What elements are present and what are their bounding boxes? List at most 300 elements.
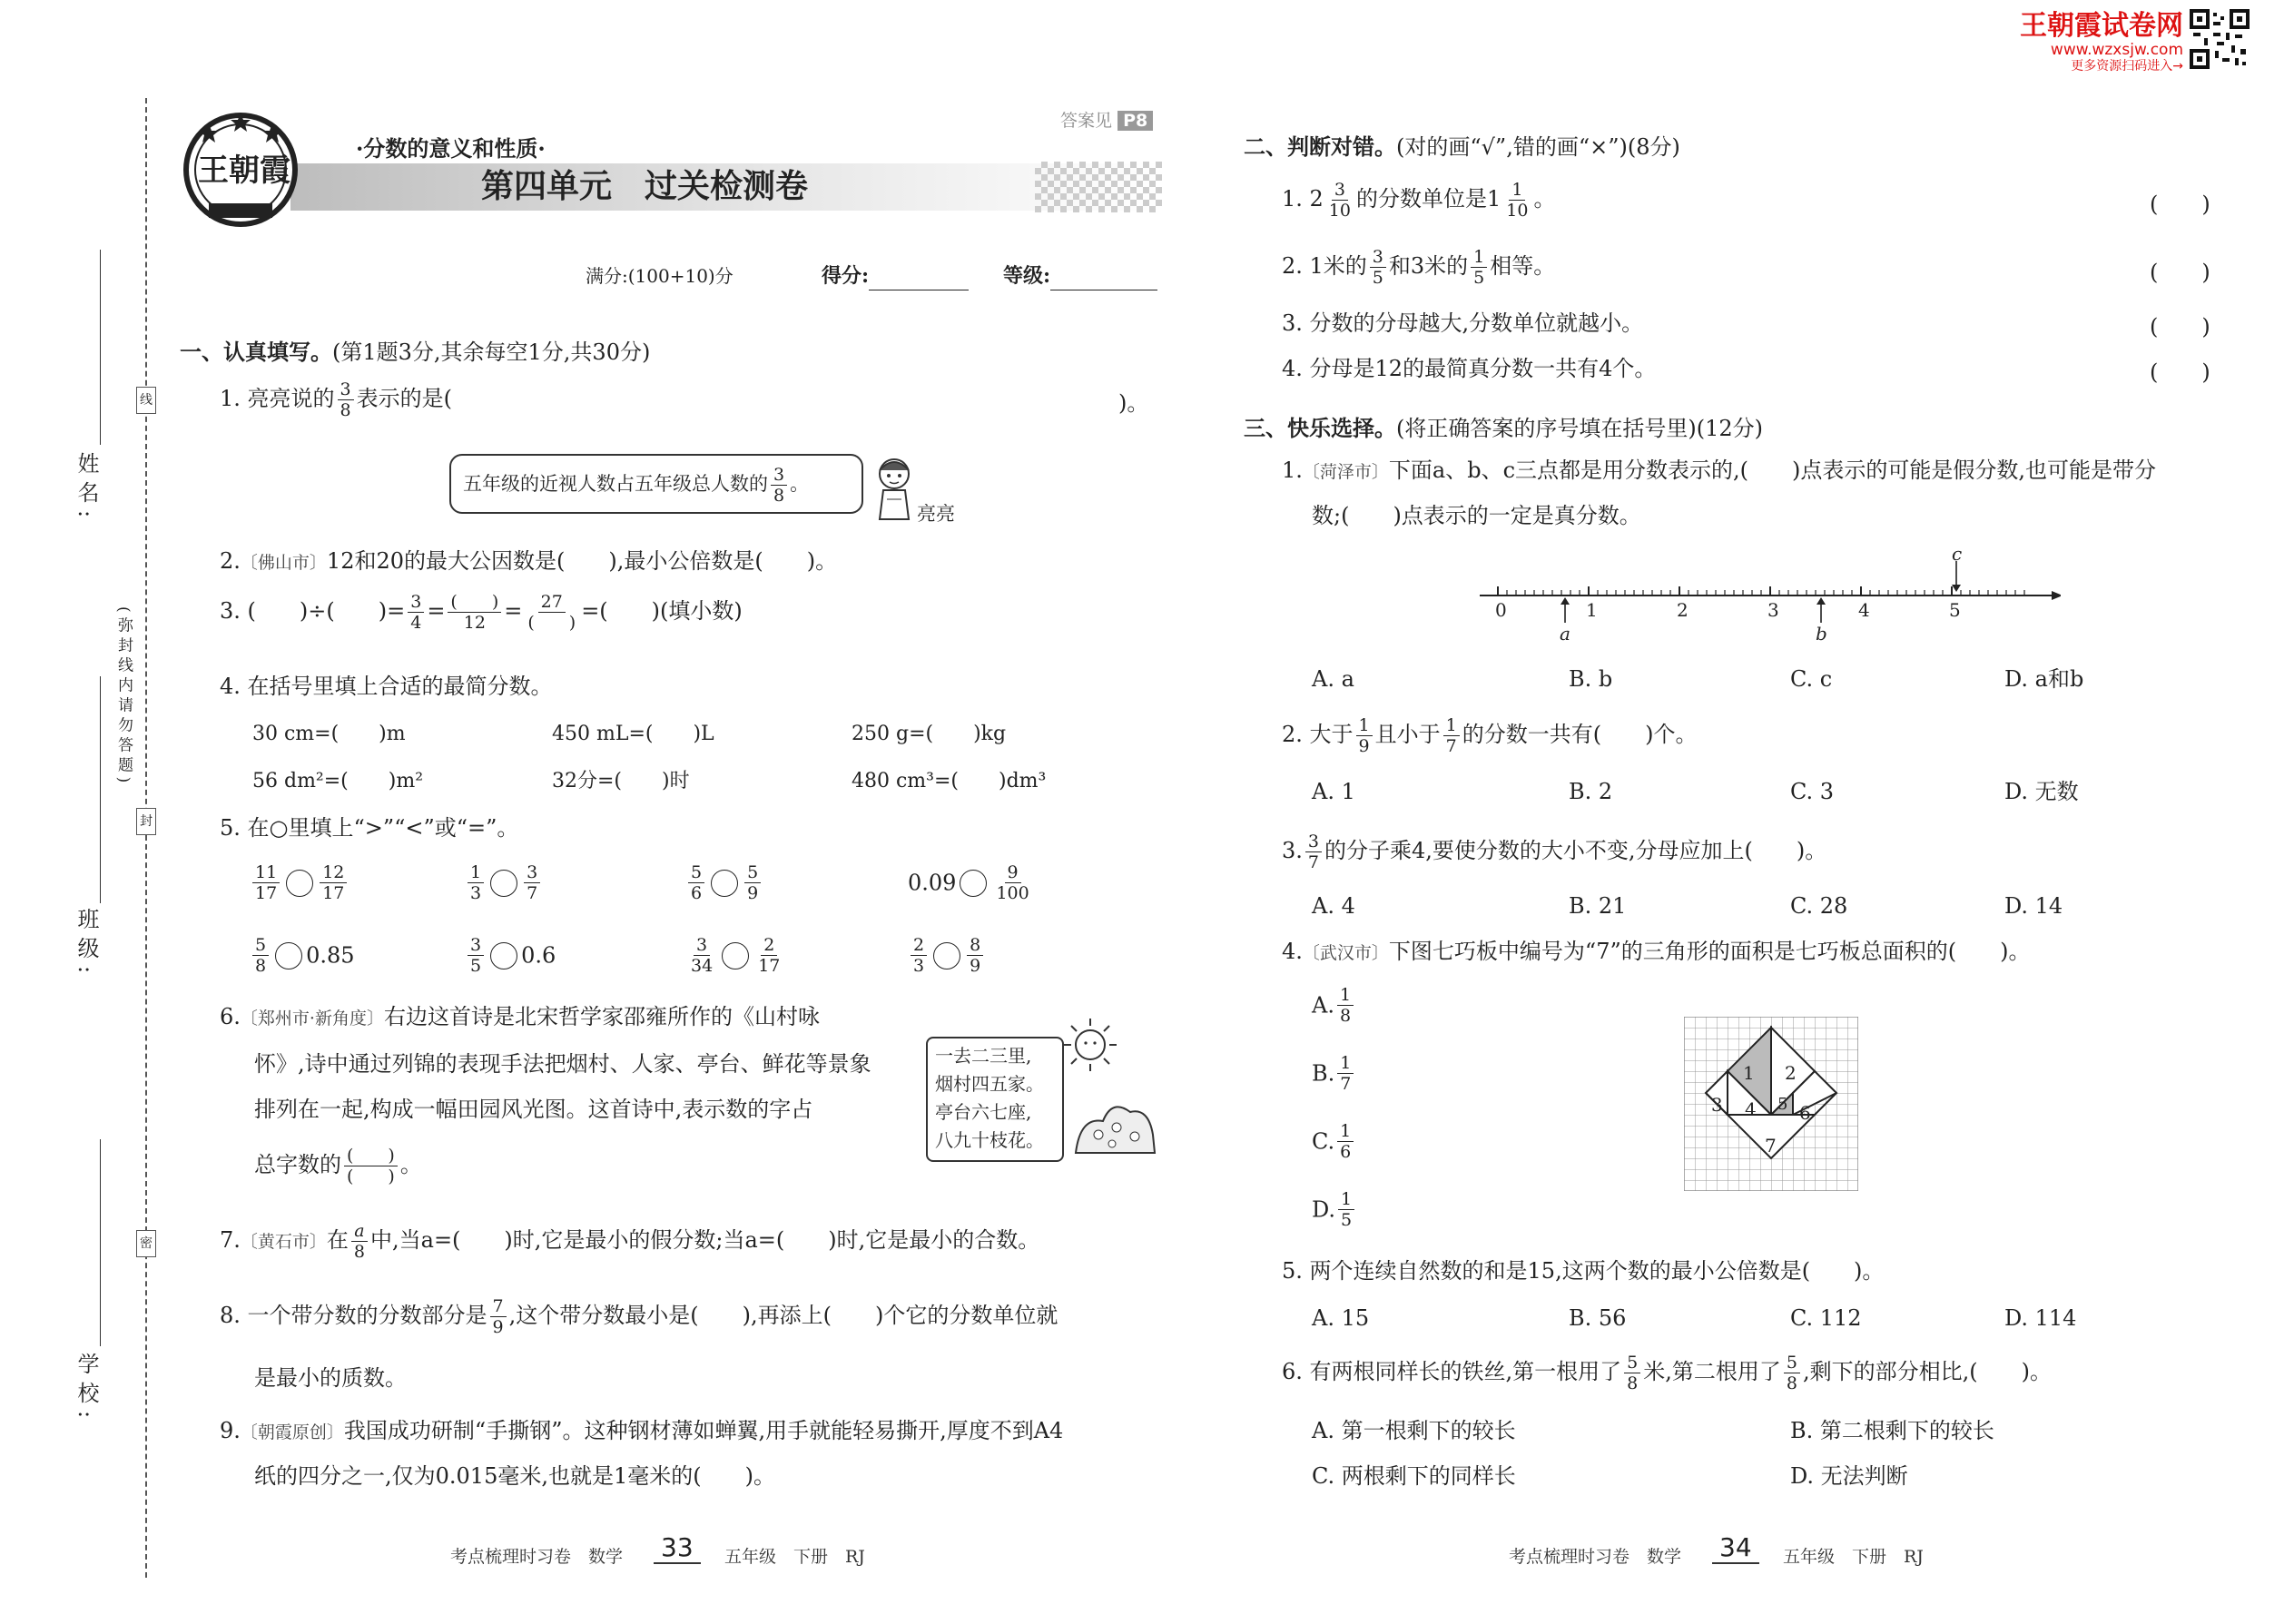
q5-r2-c2 — [465, 935, 556, 976]
j2-den: 5 — [1372, 268, 1383, 288]
q5-r1c3-rd: 9 — [747, 883, 759, 903]
q3 — [220, 592, 743, 633]
poem-lines — [935, 1042, 1044, 1155]
c4-opt-d-den: 5 — [1341, 1210, 1353, 1230]
q8-frac-den: 9 — [492, 1317, 504, 1337]
c6-num: 5 — [1624, 1353, 1640, 1373]
q5-r1c4-right — [993, 862, 1031, 903]
poem-line-2: 烟村四五家。 — [935, 1073, 1044, 1095]
score-full: 满分:(100+10)分 — [586, 265, 733, 287]
q8-post: ,这个带分数最小是( ),再添上( )个它的分数单位就 — [508, 1303, 1058, 1328]
c2-opt-b[interactable]: B. 2 — [1569, 779, 1613, 804]
q5-r1c3-left — [688, 862, 704, 903]
q5-r1c4-rn: 9 — [1005, 862, 1021, 883]
bubble-end: 。 — [790, 473, 810, 495]
point-b-label: b — [1816, 623, 1827, 645]
q2-text: 12和20的最大公因数是( ),最小公倍数是( )。 — [326, 548, 838, 574]
q3-f1-den: 4 — [410, 613, 422, 633]
c5-opt-b[interactable]: B. 56 — [1569, 1305, 1627, 1331]
dense-mark — [136, 1230, 156, 1257]
judge-2 — [1282, 247, 1555, 288]
left-footer-series: 考点梳理时习卷 数学 — [450, 1547, 624, 1567]
c6-den: 8 — [1627, 1373, 1639, 1393]
c5-opt-a[interactable]: A. 15 — [1312, 1305, 1370, 1331]
seal-mark-label: 封 — [140, 814, 153, 829]
c4-opt-d[interactable] — [1312, 1189, 1357, 1230]
q3-f3-num: 27 — [538, 592, 566, 613]
c2-den2: 7 — [1445, 736, 1457, 756]
q7-fraction — [351, 1221, 368, 1262]
section3-heading: 三、快乐选择。 — [1244, 415, 1396, 441]
q3-frac1 — [408, 592, 424, 633]
q5-r1-c4 — [908, 862, 1035, 903]
q5-r2c1-left — [252, 935, 269, 976]
c3-frac-num: 3 — [1305, 832, 1322, 852]
q5-r2c4-rn: 8 — [967, 935, 983, 956]
q3-b: =( )(填小数) — [581, 598, 743, 624]
q5-r1c2-right — [524, 862, 540, 903]
q5-r1-c2 — [465, 862, 543, 903]
q1-post: 表示的是( — [356, 386, 452, 411]
c2-opt-d[interactable]: D. 无数 — [2004, 779, 2079, 804]
j3-answer[interactable]: ( ) — [2150, 314, 2210, 340]
boy-illustration — [867, 454, 921, 527]
j2-num2: 1 — [1471, 247, 1487, 268]
c1-opt-c[interactable]: C. c — [1790, 666, 1833, 692]
choice-6 — [1282, 1353, 2052, 1393]
qr-code-icon — [2190, 9, 2250, 69]
poem-line-3: 亭台六七座, — [935, 1101, 1032, 1123]
brand-name: 王朝霞试卷网 — [2020, 10, 2183, 42]
q5-r1c1-circle[interactable] — [286, 870, 313, 897]
c4-opt-d-letter: D. — [1312, 1196, 1336, 1223]
q5-r2c4-ld: 3 — [913, 956, 925, 976]
c1-opt-d[interactable]: D. a和b — [2004, 666, 2084, 692]
q5-r2c4-circle[interactable] — [933, 942, 960, 969]
c4-opt-d-num: 1 — [1338, 1189, 1354, 1210]
q1-fraction — [338, 379, 354, 420]
numline-tick-4: 4 — [1858, 599, 1870, 621]
j2-mid: 和3米的 — [1388, 253, 1469, 279]
q9-line1 — [220, 1416, 1063, 1447]
binding-notice: (弥封线内请勿答题) — [114, 606, 133, 788]
q6-line4 — [254, 1146, 422, 1186]
seal-mark — [136, 808, 156, 835]
j2-pre: 2. 1米的 — [1282, 253, 1367, 279]
c4-opt-b-den: 7 — [1340, 1074, 1352, 1094]
school-underline — [100, 1139, 101, 1346]
point-c-label: c — [1952, 543, 1963, 565]
q7-tag: 〔黄石市〕 — [240, 1232, 327, 1252]
c3-num: 3. — [1282, 838, 1303, 863]
j2-fraction2 — [1471, 247, 1487, 288]
q5-r1-c1 — [250, 862, 350, 903]
c4-opt-c-num: 1 — [1337, 1121, 1354, 1142]
q5-r1c2-circle[interactable] — [490, 870, 517, 897]
q1-den: 8 — [340, 400, 351, 420]
q7-post: 中,当a=( )时,它是最小的假分数;当a=( )时,它是最小的合数。 — [370, 1227, 1040, 1253]
q8-fraction — [490, 1296, 507, 1337]
j1-fraction — [1326, 180, 1354, 221]
j2-num: 3 — [1370, 247, 1386, 268]
q5-r1c1-ln: 11 — [252, 862, 280, 883]
q7 — [220, 1221, 1039, 1262]
q7-num: 7. — [220, 1227, 241, 1253]
q5-r2c2-right: 0.6 — [521, 942, 556, 969]
c2-num: 1 — [1356, 715, 1373, 736]
left-footer-grade: 五年级 下册 RJ — [724, 1547, 865, 1567]
c4-opt-b-num: 1 — [1337, 1053, 1354, 1074]
right-footer-series: 考点梳理时习卷 数学 — [1509, 1547, 1682, 1567]
q5-r1c1-rn: 12 — [320, 862, 347, 883]
c4-text: 下图七巧板中编号为“7”的三角形的面积是七巧板总面积的( )。 — [1388, 939, 2031, 964]
section1-heading: 一、认真填写。 — [180, 339, 332, 365]
j1-pre: 1. 2 — [1282, 186, 1324, 212]
q5-r1c2-rn: 3 — [524, 862, 540, 883]
q2-tag: 〔佛山市〕 — [240, 553, 327, 573]
c3-opt-c[interactable]: C. 28 — [1790, 893, 1848, 919]
c4-opt-c-letter: C. — [1312, 1128, 1335, 1155]
c4-opt-a-den: 8 — [1339, 1006, 1352, 1026]
name-label: 姓名: — [74, 452, 99, 526]
q6-l1: 右边这首诗是北宋哲学家邵雍所作的《山村咏 — [383, 1004, 820, 1029]
q3-f2-den: 12 — [463, 613, 486, 633]
c2-pre: 2. 大于 — [1282, 722, 1354, 747]
q2 — [220, 546, 837, 577]
tangram-label-2: 2 — [1785, 1062, 1797, 1084]
q5-r2-c1 — [250, 935, 355, 976]
c3-post: 的分子乘4,要使分数的大小不变,分母应加上( )。 — [1324, 838, 1827, 863]
logo-text: 王朝霞 — [198, 153, 290, 189]
tangram-label-7: 7 — [1765, 1135, 1777, 1156]
c2-opt-a[interactable]: A. 1 — [1312, 779, 1355, 804]
right-footer-grade: 五年级 下册 RJ — [1783, 1547, 1924, 1567]
c4-opt-c-den: 6 — [1340, 1142, 1352, 1162]
q5-r2-c3 — [685, 935, 785, 976]
q1-pre: 1. 亮亮说的 — [220, 386, 335, 411]
q1-num: 3 — [338, 379, 354, 400]
c5-opt-d[interactable]: D. 114 — [2004, 1305, 2077, 1331]
q5-r1c3-right — [744, 862, 761, 903]
q5-r2c3-left — [688, 935, 715, 976]
q5-title: 5. 在○里填上“>”“<”或“=”。 — [220, 815, 519, 841]
q6-end: 。 — [399, 1152, 422, 1177]
j4-answer[interactable]: ( ) — [2150, 359, 2210, 385]
q3-eq1: = — [427, 598, 446, 624]
header-topic: ·分数的意义和性质· — [356, 135, 546, 162]
q5-r2c2-left — [468, 935, 484, 976]
q8 — [220, 1296, 1058, 1337]
j1-end: 。 — [1533, 186, 1556, 212]
point-c-arrow-icon — [1951, 561, 1962, 592]
q5-r2c1-right: 0.85 — [306, 942, 355, 969]
c4-opt-b-frac — [1337, 1053, 1354, 1094]
section2-desc: (对的画“√”,错的画“×”)(8分) — [1396, 134, 1680, 160]
tangram-label-1: 1 — [1743, 1062, 1755, 1084]
judge-1 — [1282, 180, 1555, 221]
q3-f2-num: ( ) — [448, 592, 501, 613]
q5-r2-c4 — [908, 935, 986, 976]
dense-mark-label: 密 — [140, 1236, 153, 1251]
q3-num: 3. — [220, 598, 241, 624]
q8-frac-num: 7 — [490, 1296, 507, 1317]
q5-r2c3-ld: 34 — [691, 956, 714, 976]
q7-pre: 在 — [326, 1227, 349, 1253]
q7-frac-den: 8 — [353, 1242, 366, 1262]
section3-desc: (将正确答案的序号填在括号里)(12分) — [1396, 416, 1763, 441]
section1-desc: (第1题3分,其余每空1分,共30分) — [332, 340, 651, 365]
c6-den2: 8 — [1786, 1373, 1797, 1393]
brand-slogan: 更多资源扫码进入→ — [2071, 59, 2183, 74]
c2-den: 9 — [1358, 736, 1370, 756]
numline-tick-3: 3 — [1767, 599, 1779, 621]
j2-den2: 5 — [1473, 268, 1485, 288]
q9-l1: 我国成功研制“手撕钢”。这种钢材薄如蝉翼,用手就能轻易撕开,厚度不到A4 — [343, 1418, 1064, 1443]
c6-num2: 5 — [1784, 1353, 1800, 1373]
q5-r2c4-right — [967, 935, 983, 976]
q9-tag: 〔朝霞原创〕 — [240, 1422, 344, 1442]
c1-l1: 下面a、b、c三点都是用分数表示的,( )点表示的可能是假分数,也可能是带分 — [1388, 458, 2157, 483]
q7-frac-num: a — [351, 1221, 367, 1242]
q5-r1c4-circle[interactable] — [960, 870, 987, 897]
c3-frac-den: 7 — [1307, 852, 1319, 872]
c3-opt-b[interactable]: B. 21 — [1569, 893, 1627, 919]
c6-fraction2 — [1784, 1353, 1800, 1393]
c3-opt-a[interactable]: A. 4 — [1312, 893, 1355, 919]
q9-num: 9. — [220, 1418, 241, 1443]
brand-block — [2020, 11, 2183, 74]
q9-line2: 纸的四分之一,仅为0.015毫米,也就是1毫米的( )。 — [254, 1463, 775, 1489]
c3-opt-d[interactable]: D. 14 — [2004, 893, 2063, 919]
section3-title — [1244, 410, 1763, 442]
q5-r1c3-ld: 6 — [691, 883, 703, 903]
c4-opt-d-frac — [1338, 1189, 1354, 1230]
q6-line1 — [220, 1002, 820, 1033]
q5-r2c3-right — [755, 935, 783, 976]
q6-line2: 怀》,诗中通过列锦的表现手法把烟村、人家、亭台、鲜花等景象 — [254, 1051, 871, 1077]
name-underline — [100, 250, 101, 445]
q6-fraction — [344, 1146, 398, 1186]
flower-icon — [1071, 1089, 1157, 1157]
q5-r2c1-circle[interactable] — [275, 942, 302, 969]
q5-r1c4-left: 0.09 — [908, 870, 957, 896]
bubble-num: 3 — [771, 465, 787, 486]
numline-tick-5: 5 — [1949, 599, 1961, 621]
bubble-text — [463, 465, 809, 506]
answer-page-badge: P8 — [1117, 111, 1153, 131]
score-label — [822, 261, 969, 290]
binding-line — [145, 98, 147, 1578]
c4-opt-b[interactable] — [1312, 1053, 1356, 1094]
j1-num2: 1 — [1509, 180, 1525, 201]
q8-line2: 是最小的质数。 — [254, 1365, 407, 1391]
judge-4: 4. 分母是12的最简真分数一共有4个。 — [1282, 356, 1657, 381]
c5-opt-c[interactable]: C. 112 — [1790, 1305, 1862, 1331]
c1-opt-b[interactable]: B. b — [1569, 666, 1613, 692]
j1-den2: 10 — [1506, 201, 1529, 221]
line-mark-label: 线 — [140, 393, 153, 408]
q5-r1c4-rd: 100 — [996, 883, 1029, 903]
class-underline — [100, 676, 101, 903]
q4-item-6: 480 cm³=( )dm³ — [852, 770, 1047, 792]
c2-mid: 且小于 — [1374, 722, 1441, 747]
c6-opt-a[interactable]: A. 第一根剩下的较长 — [1312, 1418, 1516, 1443]
q6-num-blank: ( ) — [344, 1146, 398, 1166]
j1-num: 3 — [1332, 180, 1348, 201]
c2-num2: 1 — [1443, 715, 1460, 736]
q5-r2c3-rn: 2 — [761, 935, 777, 956]
c6-pre: 6. 有两根同样长的铁丝,第一根用了 — [1282, 1359, 1622, 1384]
q5-r2c1-ld: 8 — [255, 956, 267, 976]
c2-fraction2 — [1443, 715, 1460, 756]
judge-3: 3. 分数的分母越大,分数单位就越小。 — [1282, 310, 1644, 336]
tangram-label-5: 5 — [1777, 1095, 1788, 1114]
poem-line-1: 一去二三里, — [935, 1045, 1032, 1067]
choice-1-line1 — [1282, 456, 2156, 487]
q5-r1c1-left — [252, 862, 280, 903]
point-a-arrow-icon — [1560, 597, 1570, 623]
q4-item-2: 450 mL=( )L — [552, 723, 714, 745]
choice-1-line2: 数;( )点表示的一定是真分数。 — [1312, 503, 1641, 528]
q1 — [220, 379, 452, 420]
sun-icon — [1060, 1015, 1120, 1075]
c4-opt-b-letter: B. — [1312, 1060, 1335, 1087]
q5-r1c2-ld: 3 — [470, 883, 482, 903]
school-label: 学校: — [74, 1353, 99, 1426]
q5-r2c4-left — [911, 935, 927, 976]
c6-opt-b[interactable]: B. 第二根剩下的较长 — [1790, 1418, 1994, 1443]
c1-opt-a[interactable]: A. a — [1312, 666, 1354, 692]
c4-opt-c-frac — [1337, 1121, 1354, 1162]
q3-frac3 — [525, 592, 578, 633]
q6-den-blank: ( ) — [347, 1166, 395, 1186]
c4-num: 4. — [1282, 939, 1303, 964]
q3-f1-num: 3 — [408, 592, 424, 613]
q2-num: 2. — [220, 548, 241, 574]
tangram-label-4: 4 — [1745, 1098, 1757, 1120]
c4-opt-a-num: 1 — [1337, 985, 1354, 1006]
choice-3 — [1282, 832, 1826, 872]
header-checker — [1035, 162, 1162, 212]
q5-r1c2-left — [468, 862, 484, 903]
left-footer-page: 33 — [654, 1532, 701, 1564]
section1-title — [180, 334, 650, 366]
score-label-text: 得分: — [822, 264, 870, 288]
q5-r2c3-rd: 17 — [758, 956, 781, 976]
grade-label — [1003, 261, 1157, 290]
tangram-figure — [1684, 1017, 1858, 1191]
c2-opt-c[interactable]: C. 3 — [1790, 779, 1835, 804]
q5-r1c1-right — [320, 862, 347, 903]
c6-fraction — [1624, 1353, 1640, 1393]
q4-item-3: 250 g=( )kg — [852, 723, 1007, 745]
c6-opt-c[interactable]: C. 两根剩下的同样长 — [1312, 1463, 1516, 1489]
q5-r1c1-rd: 17 — [322, 883, 345, 903]
j1-answer[interactable]: ( ) — [2150, 192, 2210, 217]
answer-ref-label: 答案见 — [1060, 111, 1113, 131]
right-footer-page: 34 — [1712, 1532, 1759, 1564]
q6-l4: 总字数的 — [254, 1152, 341, 1177]
c2-post: 的分数一共有( )个。 — [1462, 722, 1698, 747]
q5-r1c1-ld: 17 — [255, 883, 278, 903]
c1-num: 1. — [1282, 458, 1303, 483]
q5-r2c4-ln: 2 — [911, 935, 927, 956]
poem-line-4: 八九十枝花。 — [935, 1129, 1044, 1151]
line-mark — [136, 387, 156, 414]
brand-url: www.wzxsjw.com — [2050, 41, 2183, 59]
point-b-arrow-icon — [1816, 597, 1826, 623]
c4-opt-a-frac — [1337, 985, 1354, 1026]
q4-item-5: 32分=( )时 — [552, 770, 690, 792]
choice-4 — [1282, 937, 2030, 968]
q5-r2c2-circle[interactable] — [490, 942, 517, 969]
c3-fraction — [1305, 832, 1322, 872]
j2-answer[interactable]: ( ) — [2150, 260, 2210, 285]
q1-end: )。 — [1118, 390, 1149, 416]
q4-title: 4. 在括号里填上合适的最简分数。 — [220, 674, 553, 699]
c4-opt-a-letter: A. — [1312, 992, 1334, 1019]
q5-r2c3-circle[interactable] — [722, 942, 749, 969]
q5-r1c3-circle[interactable] — [711, 870, 738, 897]
q8-pre: 8. 一个带分数的分数部分是 — [220, 1303, 487, 1328]
q5-r2c4-rd: 9 — [970, 956, 981, 976]
numline-tick-0: 0 — [1495, 599, 1507, 621]
tangram-label-3: 3 — [1711, 1094, 1723, 1116]
q5-r1-c3 — [685, 862, 763, 903]
q6-line3: 排列在一起,构成一幅田园风光图。这首诗中,表示数的字占 — [254, 1097, 813, 1122]
numline-tick-2: 2 — [1677, 599, 1689, 621]
q3-f3-den: ( ) — [527, 613, 576, 633]
q5-r2c2-ln: 3 — [468, 935, 484, 956]
q3-a: ( )÷( )= — [247, 598, 406, 624]
choice-5: 5. 两个连续自然数的和是15,这两个数的最小公倍数是( )。 — [1282, 1258, 1885, 1284]
page-title: 第四单元 过关检测卷 — [481, 168, 809, 205]
c1-tag: 〔菏泽市〕 — [1302, 462, 1389, 482]
choice-2 — [1282, 715, 1697, 756]
q5-r2c1-ln: 5 — [252, 935, 269, 956]
section2-title — [1244, 129, 1680, 161]
q5-r1c2-rd: 7 — [527, 883, 538, 903]
q5-r1c3-ln: 5 — [688, 862, 704, 883]
tangram-label-6: 6 — [1799, 1102, 1811, 1124]
numline-tick-1: 1 — [1586, 599, 1598, 621]
c6-opt-d[interactable]: D. 无法判断 — [1790, 1463, 1908, 1489]
q3-eq2: = — [504, 598, 523, 624]
q4-item-1: 30 cm=( )m — [252, 723, 406, 745]
q3-frac2 — [448, 592, 501, 633]
c4-opt-c[interactable] — [1312, 1121, 1356, 1162]
q5-r1c2-ln: 1 — [468, 862, 484, 883]
c2-fraction — [1356, 715, 1373, 756]
section2-heading: 二、判断对错。 — [1244, 133, 1396, 160]
grade-label-text: 等级: — [1003, 264, 1051, 288]
c4-opt-a[interactable] — [1312, 985, 1356, 1026]
j1-fraction2 — [1503, 180, 1531, 221]
bubble-fraction — [771, 465, 787, 506]
q4-item-4: 56 dm²=( )m² — [252, 770, 424, 792]
bubble-person: 亮亮 — [917, 503, 955, 525]
j1-den: 10 — [1328, 201, 1351, 221]
j2-fraction — [1370, 247, 1386, 288]
answer-ref — [1060, 107, 1153, 132]
q5-r1c3-rn: 5 — [744, 862, 761, 883]
bubble-den: 8 — [773, 486, 785, 506]
c6-post: ,剩下的部分相比,( )。 — [1802, 1359, 2052, 1384]
q5-r2c3-ln: 3 — [694, 935, 710, 956]
point-a-label: a — [1560, 623, 1570, 645]
j1-mid: 的分数单位是1 — [1355, 186, 1501, 212]
j2-end: 相等。 — [1490, 253, 1556, 279]
